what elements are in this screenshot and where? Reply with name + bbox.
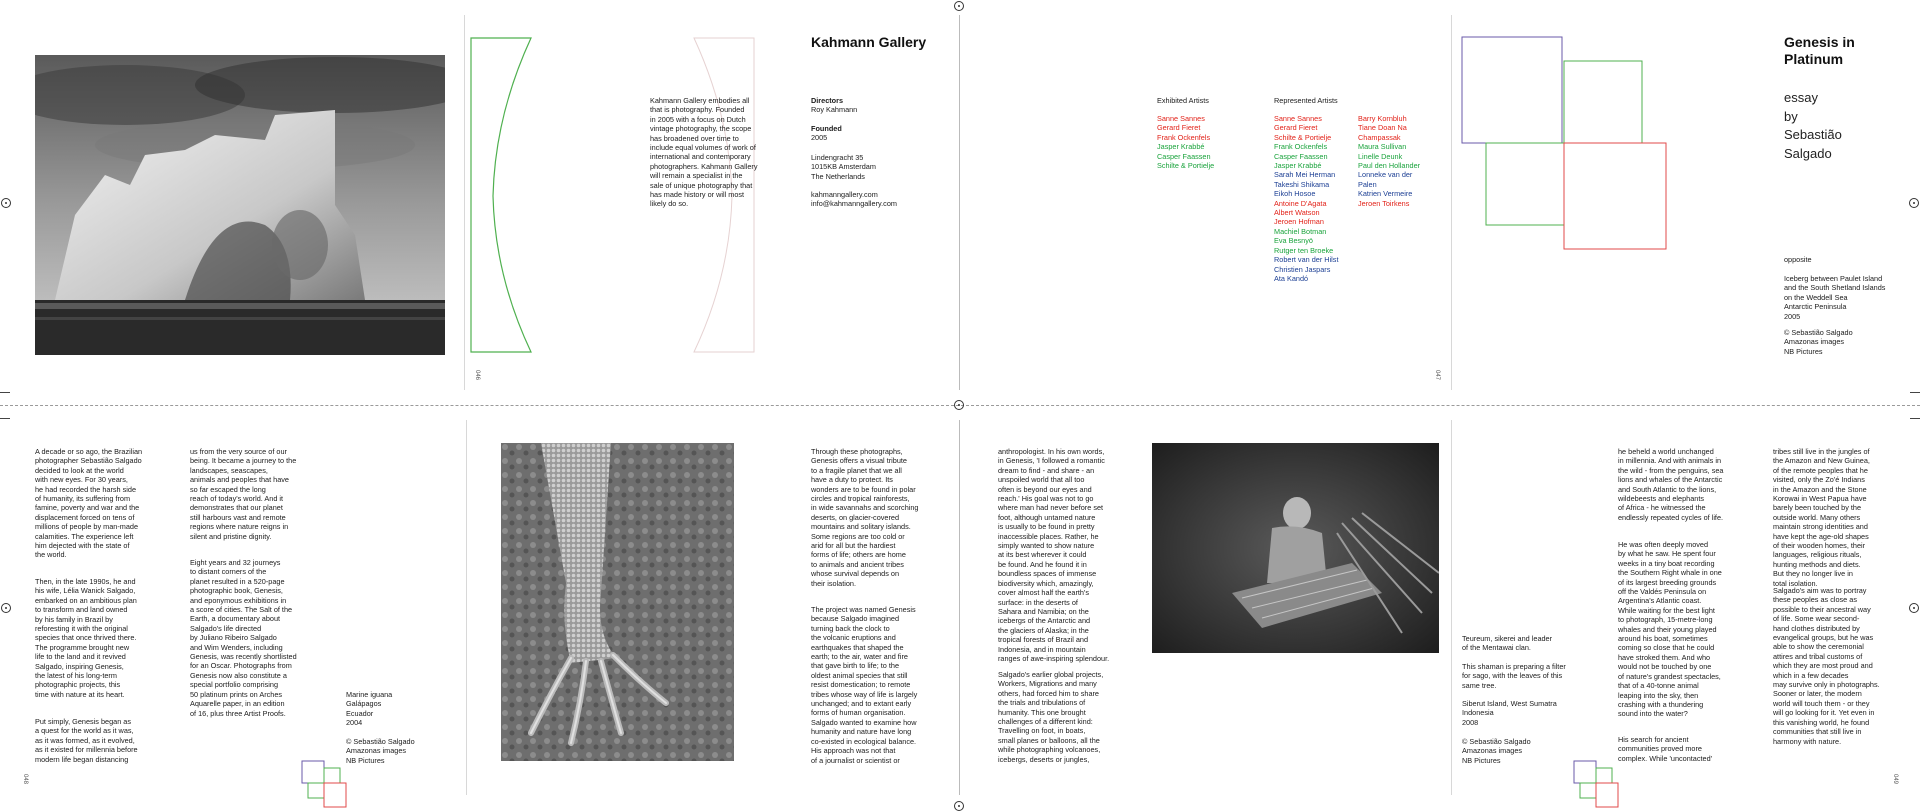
exhibited-artists-list	[1157, 114, 1214, 170]
shaman-location: Siberut Island, West Sumatra Indonesia 2008	[1462, 699, 1557, 727]
artist-name: Ata Kandó	[1274, 273, 1309, 283]
overlapping-squares-graphic	[1460, 35, 1670, 255]
crop-mark	[1910, 418, 1920, 419]
artist-name: Machiel Botman	[1274, 226, 1327, 236]
gallery-description: Kahmann Gallery embodies all that is photography. Founded in 2005 with a focus on Dutch vintage photography, the scope has broadened over time to include equal volumes of work of international and contemporary photographers. Kahmann Gallery will remain a specialist in the sale of unique photography that has made history or will most likely do so.	[650, 96, 758, 209]
artist-name: Katrien Vermeire	[1358, 189, 1413, 199]
page-gutter-top-mid	[959, 15, 960, 390]
registration-mark	[954, 1, 964, 11]
gallery-title: Kahmann Gallery	[811, 34, 927, 50]
page-gutter-top-right	[1451, 15, 1452, 390]
directors-label: Directors	[811, 96, 844, 105]
represented-artists-list-2	[1358, 114, 1420, 208]
artist-name: Schilte & Portielje	[1157, 161, 1215, 171]
artist-name: Jasper Krabbé	[1157, 142, 1205, 152]
essay-col1-para1: A decade or so ago, the Brazilian photographer Sebastião Salgado decided to look at the world with new eyes. For 30 years, he had recorded the harsh side of humanity, its suffering from famine, poverty and war and the displacement forced on tens of millions of people by man-made calamities. The experience left him dejected with the state of the world.	[35, 447, 143, 560]
essay-col6-para1: tribes still live in the jungles of the Amazon and New Guinea, of the remote peoples that he visited, only the Zo'é Indians in the Amazon and the Stone Korowai in West Papua have barely been touched by the outside world. Many others maintain strong identities and have kept the age-old shapes of their wooden homes, their languages, religious rituals, hunting methods and diets. But they no longer live in total isolation.	[1773, 447, 1870, 588]
shaman-caption: Teureum, sikerei and leader of the Mentawai clan.	[1462, 634, 1553, 653]
represented-artists-list-1	[1274, 114, 1338, 283]
gallery-address: Lindengracht 35 1015KB Amsterdam The Netherlands	[811, 153, 876, 181]
essay-col6-para2: Salgado's aim was to portray these peoples as close as possible to their ancestral way of life. Some wear second- hand clothes distributed by evangelical groups, but he was able to show the ceremonial attires and tribal customs of which they are most proud and which in a few decades may survive only in photographs. Sooner or later, the modern world will touch them - or they will go looking for it. Yet even in this vanishing world, he found communities that still live in harmony with nature.	[1773, 586, 1880, 746]
registration-mark	[1909, 603, 1919, 613]
essay-col3-para1: Through these photographs, Genesis offers a visual tribute to a fragile planet that we all have a duty to protect. Its wonders are to be found in polar circles and tropical rainforests, in wide savannahs and scorching deserts, on glacier-covered mountains and solitary islands. Some regions are too cold or arid for all but the hardiest forms of life; others are home to animals and ancient tribes whose survival depends on their isolation.	[811, 447, 919, 588]
page-gutter-bottom-right	[1451, 420, 1452, 795]
artist-name: Antoine D'Agata	[1274, 198, 1327, 208]
registration-mark	[1909, 198, 1919, 208]
iguana-caption: Marine iguana Galápagos Ecuador 2004	[346, 690, 393, 728]
opposite-label: opposite	[1784, 255, 1812, 264]
artist-name: Gerard Fieret	[1157, 123, 1201, 133]
essay-byline: essay by Sebastião Salgado	[1784, 90, 1842, 161]
essay-col5-para1: he beheld a world unchanged in millennia. And with animals in the wild - from the penguins, sea lions and whales of the Antarctic and South Atlantic to the lions, wildebeests and elephants of Africa - he witnessed the endlessly repeated cycles of life.	[1618, 447, 1724, 522]
iceberg-credit: © Sebastião Salgado Amazonas images NB Pictures	[1784, 328, 1853, 356]
registration-mark	[954, 400, 964, 410]
page-number: 049	[1892, 773, 1899, 785]
artist-name: Rutger ten Broeke	[1274, 245, 1334, 255]
artist-name: Albert Watson	[1274, 208, 1320, 218]
essay-col2-para1: us from the very source of our being. It became a journey to the landscapes, seascapes, animals and peoples that have so far escaped the long reach of today's world. And it demonstrates that our planet still harbours vast and remote regions where nature reigns in silent and pristine dignity.	[190, 447, 297, 541]
iceberg-caption: Iceberg between Paulet Island and the South Shetland Islands on the Weddell Sea Antarctic Peninsula 2005	[1784, 274, 1886, 321]
artist-name: Eva Besnyö	[1274, 236, 1313, 246]
page-gutter-bottom-mid	[959, 420, 960, 795]
shaman-caption-detail: This shaman is preparing a filter for sago, with the leaves of this same tree.	[1462, 662, 1566, 690]
founded-value: 2005	[811, 133, 828, 142]
artist-name: Gerard Fieret	[1274, 123, 1318, 133]
artist-name: Champassak	[1358, 132, 1401, 142]
artist-name: Jasper Krabbé	[1274, 161, 1322, 171]
artist-name: Jeroen Toirkens	[1358, 198, 1410, 208]
small-squares-logo	[301, 760, 351, 808]
founded-label: Founded	[811, 124, 842, 133]
registration-mark	[1, 198, 11, 208]
iguana-credit: © Sebastião Salgado Amazonas images NB Pictures	[346, 737, 415, 765]
artist-name: Robert van der Hilst	[1274, 255, 1339, 265]
essay-col1-para3: Put simply, Genesis began as a quest for the world as it was, as it was formed, as it evolved, as it existed for millennia before modern life began distancing	[35, 717, 138, 764]
artist-name: Barry Kornbluh	[1358, 114, 1407, 123]
artist-name: Jeroen Hofman	[1274, 217, 1324, 227]
green-bracket-shape	[465, 36, 535, 354]
artist-name: Lonneke van der	[1358, 170, 1413, 180]
artist-name: Tiane Doan Na	[1358, 123, 1407, 133]
small-squares-logo	[1573, 760, 1623, 808]
registration-mark	[1, 603, 11, 613]
artist-name: Takeshi Shikama	[1274, 179, 1330, 189]
directors-value: Roy Kahmann	[811, 105, 858, 114]
genesis-title: Genesis in Platinum	[1784, 34, 1855, 67]
shaman-credit: © Sebastião Salgado Amazonas images NB Pictures	[1462, 737, 1531, 765]
artist-name: Casper Faassen	[1274, 151, 1328, 161]
artist-name: Frank Ockenfels	[1157, 132, 1211, 142]
artist-name: Schilte & Portielje	[1274, 132, 1332, 142]
essay-col2-para2: Eight years and 32 journeys to distant corners of the planet resulted in a 520-page photographic book, Genesis, and eponymous exhibitions in a score of cities. The Salt of the Earth, a documentary about Salgado's life directed by Juliano Ribeiro Salgado and Wim Wenders, including Genesis, was recently shortlisted for an Oscar. Photographs from Genesis now also constitute a special portfolio comprising 50 platinum prints on Arches Aquarelle paper, in an edition of 16, plus three Artist Proofs.	[190, 558, 297, 718]
artist-name: Frank Ockenfels	[1274, 142, 1328, 152]
artist-name: Palen	[1358, 179, 1377, 189]
page-number: 046	[474, 369, 481, 381]
exhibited-artists-label: Exhibited Artists	[1157, 96, 1209, 105]
artist-name: Sanne Sannes	[1274, 114, 1322, 123]
artist-name: Eikoh Hosoe	[1274, 189, 1316, 199]
page-number: 048	[22, 773, 29, 785]
page-gutter-bottom-left	[466, 420, 467, 795]
essay-col5-para2: He was often deeply moved by what he saw. He spent four weeks in a tiny boat recording the Southern Right whale in one of its largest breeding grounds off the Valdés Peninsula on Argentina's Atlantic coast. While waiting for the best light to photograph, 15-metre-long whales and their young played around his boat, sometimes coming so close that he could have stroked them. And who would not be touched by one of nature's grandest spectacles, that of a 40-tonne animal leaping into the sky, then crashing with a thundering sound into the water?	[1618, 540, 1722, 719]
essay-col3-para2: The project was named Genesis because Salgado imagined turning back the clock to the volcanic eruptions and earthquakes that shaped the earth; to the air, water and fire that gave birth to life; to the oldest animal species that still resist domestication; to remote tribes whose way of life is largely unchanged; and to extant early forms of human organisation. Salgado wanted to examine how humanity and nature have long co-existed in ecological balance. His approach was not that of a journalist or scientist or	[811, 605, 918, 765]
essay-col1-para2: Then, in the late 1990s, he and his wife, Lélia Wanick Salgado, embarked on an ambitious plan to transform and land owned by his family in Brazil by reforesting it with the original species that once thrived there. The programme brought new life to the land and it revived Salgado, inspiring Genesis, the latest of his long-term photographic projects, this time with nature at its heart.	[35, 577, 137, 699]
essay-col4-para1: anthropologist. In his own words, in Genesis, 'I followed a romantic dream to find - and share - an unspoiled world that all too often is beyond our eyes and reach.' His goal was not to go where man had never before set foot, although untamed nature is usually to be found in pretty inaccessible places. Rather, he simply wanted to show nature at its best wherever it could be found. And he found it in boundless spaces of immense biodiversity which, amazingly, cover almost half the earth's surface: in the deserts of Sahara and Namibia; on the icebergs of the Antarctic and the glaciers of Alaska; in the tropical forests of Brazil and Indonesia, and in mountain ranges of awe-inspiring splendour.	[998, 447, 1110, 663]
artist-name: Sarah Mei Herman	[1274, 170, 1336, 180]
artist-name: Maura Sullivan	[1358, 142, 1407, 152]
iguana-photo	[501, 443, 734, 761]
artist-name: Paul den Hollander	[1358, 161, 1421, 171]
iceberg-photo	[35, 55, 445, 355]
essay-col5-para3: His search for ancient communities proved more complex. While 'uncontacted'	[1618, 735, 1713, 763]
artist-name: Linelle Deunk	[1358, 151, 1403, 161]
crop-mark	[0, 392, 10, 393]
essay-col4-para2: Salgado's earlier global projects, Workers, Migrations and many others, had forced him to share the trials and tribulations of humanity. This one brought challenges of a different kind: Travelling on foot, in boats, small planes or balloons, all the while photographing volcanoes, icebergs, deserts or jungles,	[998, 670, 1104, 764]
crop-mark	[1910, 392, 1920, 393]
artist-name: Sanne Sannes	[1157, 114, 1205, 123]
gallery-contact: kahmanngallery.com info@kahmanngallery.com	[811, 190, 897, 209]
shaman-photo	[1152, 443, 1439, 653]
crop-mark	[0, 418, 10, 419]
artist-name: Christien Jaspars	[1274, 264, 1331, 274]
page-number: 047	[1434, 369, 1441, 381]
registration-mark	[954, 801, 964, 811]
represented-artists-label: Represented Artists	[1274, 96, 1338, 105]
artist-name: Casper Faassen	[1157, 151, 1211, 161]
